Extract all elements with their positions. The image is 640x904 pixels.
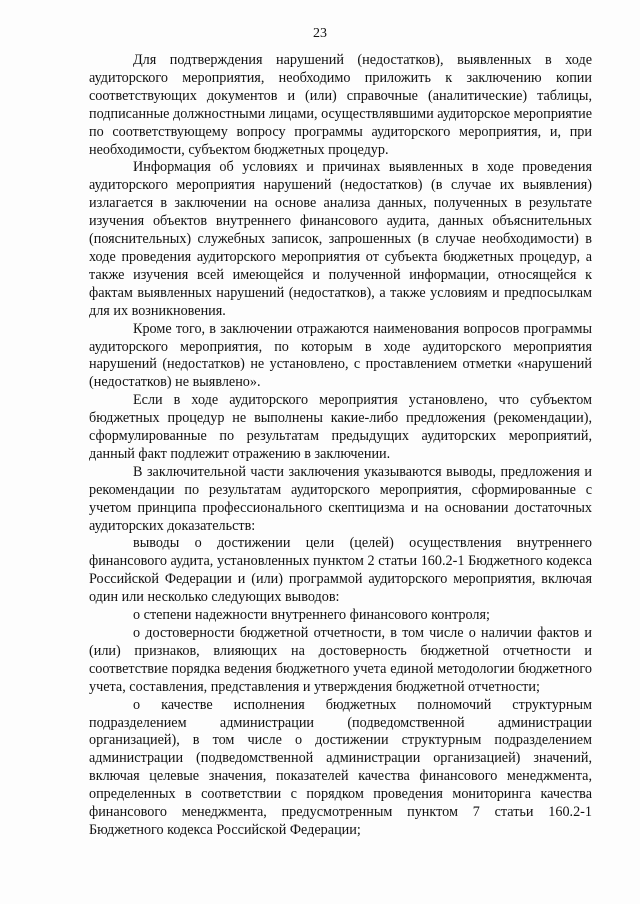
list-item-budget-powers-quality: о качестве исполнения бюджетных полномочий структурным подразделением администрации (подведомственной администрации организацией), в том числе о достижении структурным подразделением администрации (подведомственной администрации организацией) значений, включая целевые значения, показателей качества финансового менеджмента, определенных в соответствии с порядком проведения мониторинга качества финансового менеджмента, предусмотренным пунктом 7 статьи 160.2-1 Бюджетного кодекса Российской Федерации;: [89, 696, 592, 838]
list-item-reporting-reliability: о достоверности бюджетной отчетности, в том числе о наличии фактов и (или) признаков, влияющих на достоверность бюджетной отчетности и соответствие порядка ведения бюджетного учета единой методологии бюджетного учета, составления, представления и утверждения бюджетной отчетности;: [89, 625, 592, 695]
paragraph-final-part: В заключительной части заключения указываются выводы, предложения и рекомендации по результатам аудиторского мероприятия, сформированные с учетом принципа профессионального скептицизма и на основании достаточных аудиторских доказательств:: [89, 463, 592, 534]
paragraph-no-violations-questions: Кроме того, в заключении отражаются наименования вопросов программы аудиторского мероприятия, по которым в ходе аудиторского мероприятия нарушений (недостатков) не установлено, с проставлением отметки «нарушений (недостатков) не выявлено».: [89, 320, 592, 391]
paragraph-goal-conclusions: выводы о достижении цели (целей) осуществления внутреннего финансового аудита, установленных пунктом 2 статьи 160.2-1 Бюджетного кодекса Российской Федерации и (или) программой аудиторского мероприятия, включая один или несколько следующих выводов:: [89, 535, 592, 606]
list-item-control-reliability: о степени надежности внутреннего финансового контроля;: [133, 607, 490, 624]
page-number: 23: [313, 26, 327, 41]
document-body: [89, 52, 592, 840]
paragraph-conditions-and-causes: Информация об условиях и причинах выявленных в ходе проведения аудиторского мероприятия нарушений (недостатков) (в случае их выявления) излагается в заключении на основе анализа данных, полученных в результате изучения объектов внутреннего финансового аудита, данных объяснительных (пояснительных) служебных записок, запрошенных (в случае необходимости) в ходе проведения аудиторского мероприятия от субъекта бюджетных процедур, а также изучения всей имеющейся и полученной информации, относящейся к фактам выявленных нарушений (недостатков), а также условиям и предпосылкам для их возникновения.: [89, 159, 592, 319]
paragraph-evidence-attachments: Для подтверждения нарушений (недостатков), выявленных в ходе аудиторского мероприятия, необходимо приложить к заключению копии соответствующих документов и (или) справочные (аналитические) таблицы, подписанные должностными лицами, осуществлявшими аудиторское мероприятие по соответствующему вопросу программы аудиторского мероприятия, и, при необходимости, субъектом бюджетных процедур.: [89, 52, 592, 158]
paragraph-unfulfilled-recommendations: Если в ходе аудиторского мероприятия установлено, что субъектом бюджетных процедур не выполнены какие-либо предложения (рекомендации), сформулированные по результатам предыдущих аудиторских мероприятий, данный факт подлежит отражению в заключении.: [89, 392, 592, 462]
